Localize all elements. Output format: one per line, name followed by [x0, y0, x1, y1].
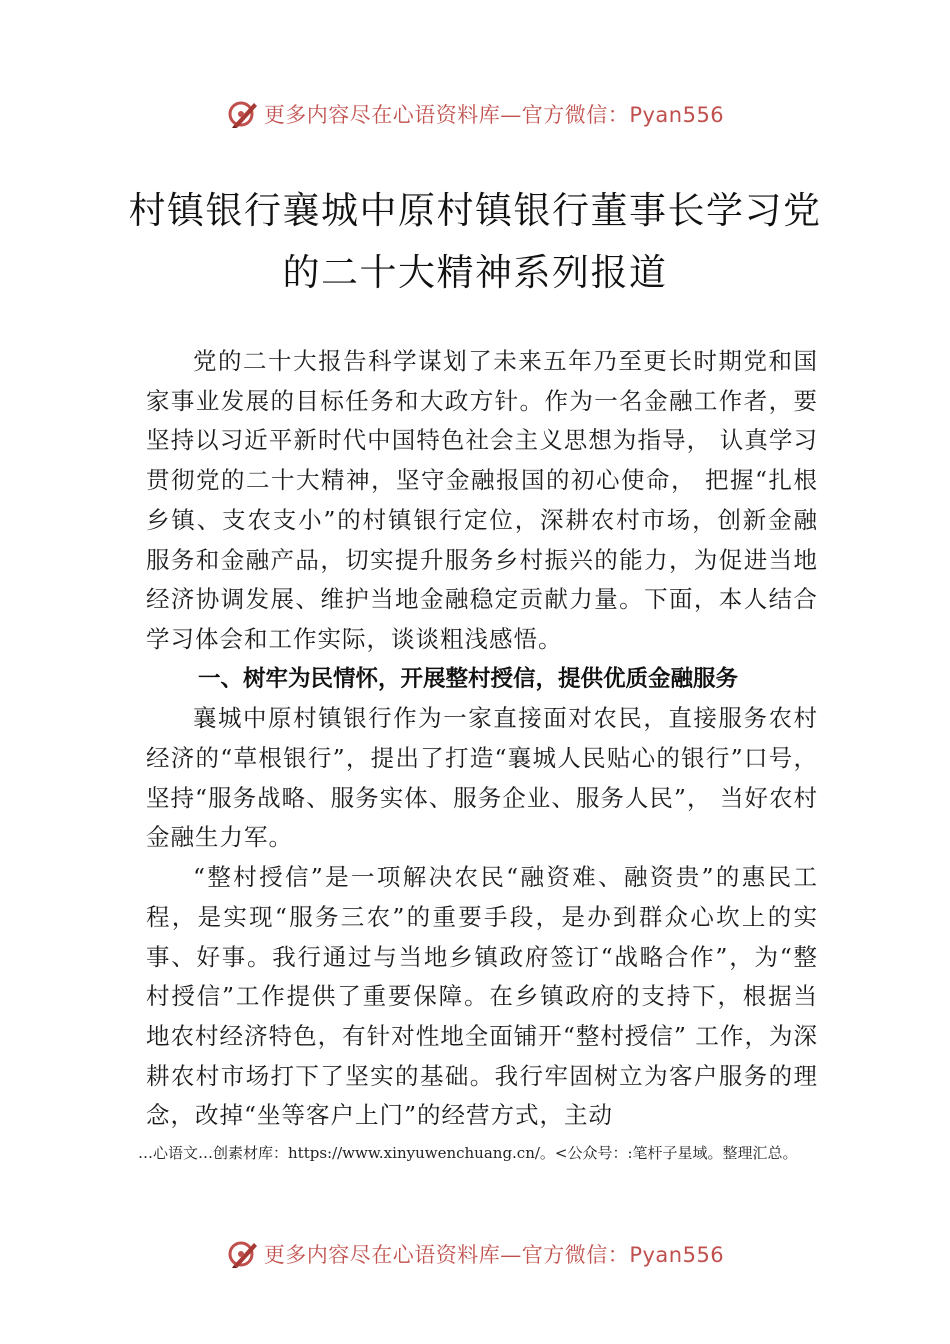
document-body [146, 342, 818, 1136]
pen-logo-icon [226, 97, 260, 131]
header-wechat-id: Pyan556 [629, 103, 725, 127]
title-line-2: 的二十大精神系列报道 [282, 251, 668, 294]
footer-banner-text: 更多内容尽在心语资料库—官方微信：Pyan556 [263, 1243, 725, 1267]
section-heading-1: 一、树牢为民情怀，开展整村授信，提供优质金融服务 [198, 665, 739, 692]
paragraph-intro: 党的二十大报告科学谋划了未来五年乃至更长时期党和国家事业发展的目标任务和大政方针。作为一名金融工作者，要坚持以习近平新时代中国特色社会主义思想为指导， 认真学习贯彻党的二十大精神，坚守金融报国的初心使命， 把握“扎根乡镇、支农支小”的村镇银行定位，深耕农村市场，创新金融服务和金融产品，切实提升服务乡村振兴的能力，为促进当地经济协调发展、维护当地金融稳定贡献力量。下面，本人结合学习体会和工作实际，谈谈粗浅感悟。 [146, 347, 818, 653]
title-line-1: 村镇银行襄城中原村镇银行董事长学习党 [128, 189, 822, 232]
paragraph-bank-intro: 襄城中原村镇银行作为一家直接面对农民，直接服务农村经济的“草根银行”，提出了打造“襄城人民贴心的银行”口号，坚持“服务战略、服务实体、服务企业、服务人民”， 当好农村金融生力军。 [146, 704, 818, 852]
document-title [110, 180, 840, 304]
pen-logo-icon [226, 1237, 260, 1271]
footer-banner [0, 1232, 950, 1276]
source-footnote: …心语文…创素材库：https://www.xinyuwenchuang.cn/。<公众号：:笔杆子星域。整理汇总。 [138, 1144, 798, 1162]
footer-wechat-id: Pyan556 [629, 1243, 725, 1267]
header-banner-text: 更多内容尽在心语资料库—官方微信：Pyan556 [263, 103, 725, 127]
paragraph-village-credit: “整村授信”是一项解决农民“融资难、融资贵”的惠民工程，是实现“服务三农”的重要手段，是办到群众心坎上的实事、好事。我行通过与当地乡镇政府签订“战略合作”，为“整村授信”工作提供了重要保障。在乡镇政府的支持下，根据当地农村经济特色，有针对性地全面铺开“整村授信” 工作，为深耕农村市场打下了坚实的基础。我行牢固树立为客户服务的理念，改掉“坐等客户上门”的经营方式，主动 [146, 863, 818, 1130]
header-banner [0, 92, 950, 136]
